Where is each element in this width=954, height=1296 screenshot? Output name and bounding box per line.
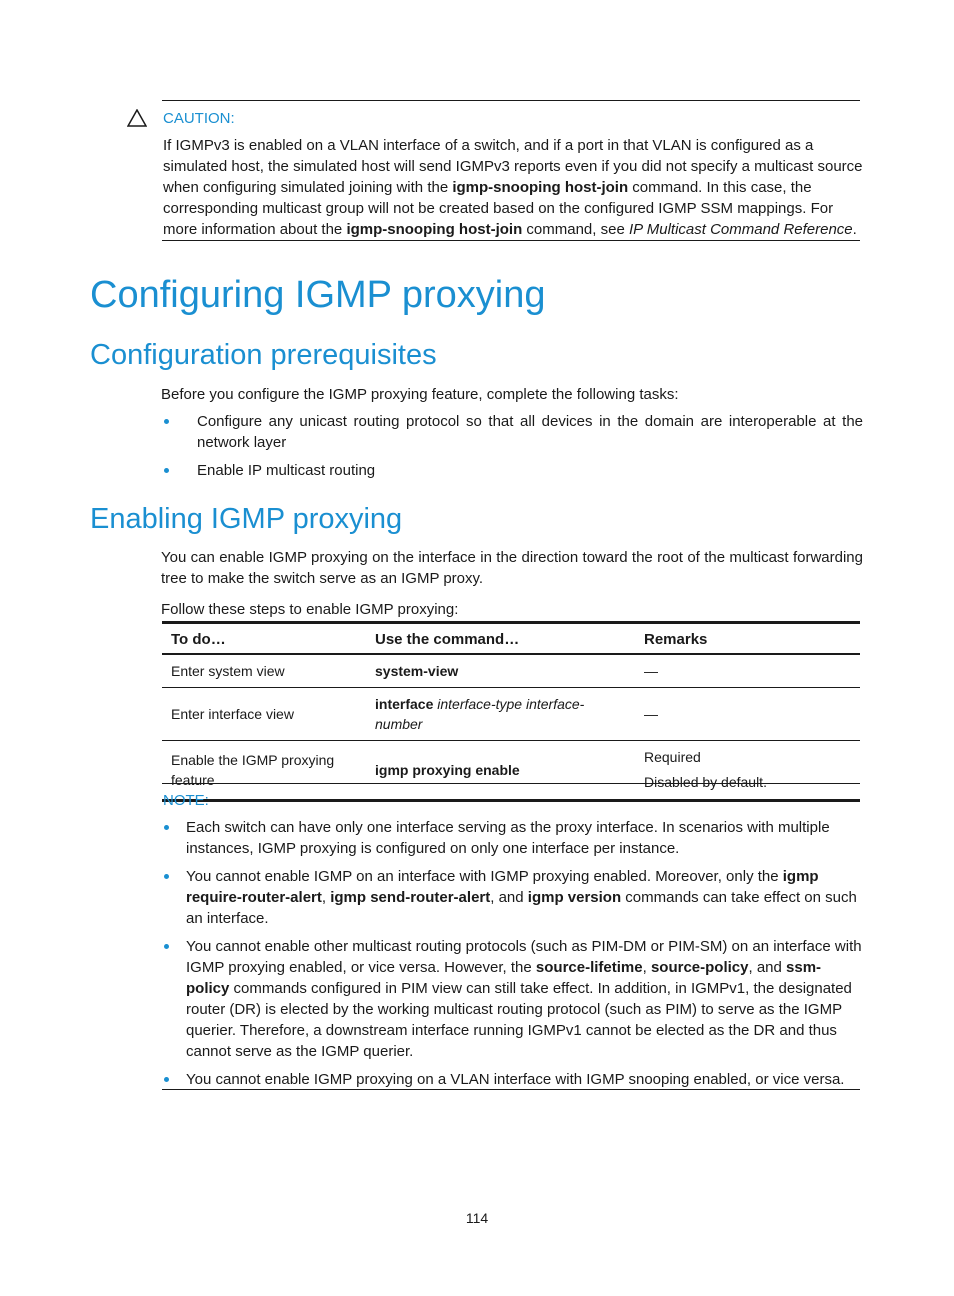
column-header: To do… <box>162 623 366 655</box>
command-keyword: igmp-snooping host-join <box>452 179 629 196</box>
note-item <box>186 1069 862 1090</box>
command-keyword: system-view <box>375 663 459 679</box>
bullet-dot <box>164 874 169 879</box>
text-run: , <box>642 959 651 976</box>
page-title: Configuring IGMP proxying <box>90 274 546 316</box>
text-run: You cannot enable IGMP on an interface with IGMP proxying enabled. Moreover, only the <box>186 868 783 885</box>
note-bottom-rule <box>162 1089 860 1090</box>
table-header-row <box>162 623 860 655</box>
todo-cell: Enter system view <box>162 654 366 688</box>
command-keyword: interface <box>375 696 434 712</box>
note-item <box>186 817 862 859</box>
bullet-dot <box>164 1077 169 1082</box>
todo-cell: Enter interface view <box>162 688 366 741</box>
note-top-rule <box>162 783 860 784</box>
command-keyword: source-policy <box>650 959 749 976</box>
note-item <box>186 936 862 1062</box>
text-run: commands configured in PIM view can still take effect. In addition, in IGMPv1, the designated router (DR) is elected by the working multicast routing protocol (such as PIM) to serve as the IGMP querier. Therefore, a downstream interface running IGMPv1 cannot be elected as the DR and thus cannot serve as the IGMP querier. <box>186 980 852 1060</box>
command-table <box>162 621 860 802</box>
command-keyword: igmp require-router-alert <box>186 868 819 906</box>
section-title-prerequisites: Configuration prerequisites <box>90 339 437 371</box>
text-run: , and <box>490 889 528 906</box>
enabling-intro: You can enable IGMP proxying on the interface in the direction toward the root of the multicast forwarding tree to make the switch serve as an IGMP proxy. <box>161 549 863 587</box>
steps-intro: Follow these steps to enable IGMP proxying: <box>161 601 459 618</box>
bullet-dot <box>164 825 169 830</box>
caution-text <box>163 135 863 240</box>
remark-line: Required <box>644 749 701 765</box>
table-row <box>162 741 860 801</box>
column-header: Remarks <box>635 623 860 655</box>
text-run: . <box>852 221 857 238</box>
column-header: Use the command… <box>366 623 635 655</box>
text-run: You cannot enable IGMP proxying on a VLAN interface with IGMP snooping enabled, or vice versa. <box>186 1071 845 1088</box>
command-keyword: source-lifetime <box>535 959 643 976</box>
text-run: If IGMPv3 is enabled on a VLAN interface of a switch, and if a port in that VLAN is configured as a simulated host, the simulated host will send IGMPv3 reports even if you did not specify a multicast source when configuring simulated joining with the <box>163 137 863 196</box>
warning-triangle-icon <box>127 109 147 127</box>
command-keyword: igmp-snooping host-join <box>346 221 523 238</box>
text-run: Each switch can have only one interface serving as the proxy interface. In scenarios with multiple instances, IGMP proxying is configured on only one interface per instance. <box>186 819 830 857</box>
command-cell <box>366 688 635 741</box>
command-keyword: igmp proxying enable <box>375 762 520 778</box>
prerequisites-intro: Before you configure the IGMP proxying feature, complete the following tasks: <box>161 386 679 403</box>
note-label: NOTE: <box>163 792 209 809</box>
table-row <box>162 688 860 741</box>
note-item <box>186 866 862 929</box>
text-run: , and <box>748 959 787 976</box>
command-keyword: igmp version <box>527 889 622 906</box>
bullet-dot <box>164 419 169 424</box>
text-run: , <box>321 889 331 906</box>
remarks-cell: — <box>635 654 860 688</box>
caution-label: CAUTION: <box>163 110 235 127</box>
command-cell <box>366 741 635 801</box>
remarks-cell: — <box>635 688 860 741</box>
text-run: command, see <box>522 221 629 238</box>
prerequisite-item: Configure any unicast routing protocol so that all devices in the domain are interoperable at the network layer <box>197 413 863 451</box>
todo-cell: Enable the IGMP proxying feature <box>162 741 366 801</box>
italic-text: IP Multicast Command Reference <box>628 221 853 238</box>
command-cell <box>366 654 635 688</box>
command-keyword: ssm-policy <box>186 959 822 997</box>
command-keyword: igmp send-router-alert <box>330 889 491 906</box>
text-run: command. In this case, the corresponding multicast group will not be created based on the configured IGMP SSM mappings. For more information about the <box>163 179 834 238</box>
text-run: commands can take effect on such an interface. <box>186 889 857 927</box>
caution-top-rule <box>162 100 860 101</box>
text-run: You cannot enable other multicast routing protocols (such as PIM-DM or PIM-SM) on an interface with IGMP proxying enabled, or vice versa. However, the <box>186 938 862 976</box>
page-number: 114 <box>465 1210 489 1226</box>
remarks-cell <box>635 741 860 801</box>
caution-bottom-rule <box>162 240 860 241</box>
table-row <box>162 654 860 688</box>
remark-line: Disabled by default. <box>644 774 767 790</box>
section-title-enabling: Enabling IGMP proxying <box>90 503 403 535</box>
bullet-dot <box>164 468 169 473</box>
prerequisite-item: Enable IP multicast routing <box>197 462 376 479</box>
italic-text: interface-type interface-number <box>375 696 585 732</box>
bullet-dot <box>164 944 169 949</box>
